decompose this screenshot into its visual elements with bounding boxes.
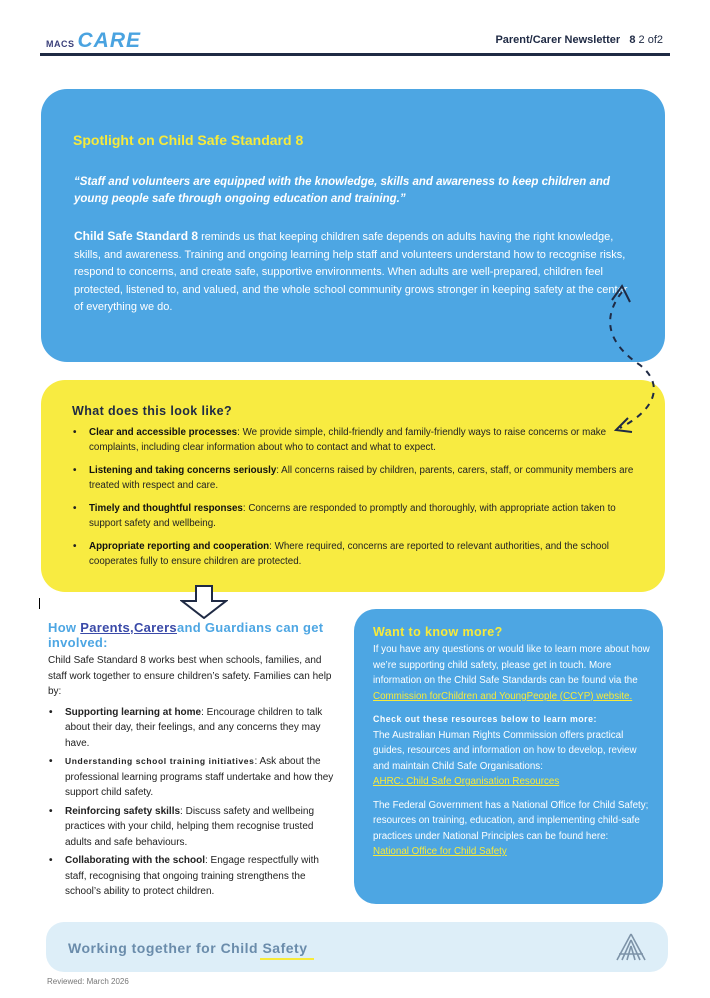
item-lead: Understanding school training initiatives xyxy=(65,756,255,766)
item-lead: Supporting learning at home xyxy=(65,706,202,718)
header-rule xyxy=(40,53,670,56)
footer-tagline: Working together for Child Safety xyxy=(68,940,308,956)
spotlight-body-text: reminds us that keeping children safe depends on adults having the right knowledge, skills, and awareness. Training and ongoing learning help staff and volunteers understand how to recognise risks, respond to concerns, and create safe, supportive environments. When adults are well-prepared, children feel protected, listened to, and valued, and the whole school community grows stronger in keeping safety at the center of everything we do. xyxy=(74,231,628,313)
want-text-3: The Federal Government has a National Office for Child Safety; resources on training, education, and implementing child-safe practices under National Principles can be found here: xyxy=(373,799,649,842)
spotlight-title: Spotlight on Child Safe Standard 8 xyxy=(73,132,304,148)
page-header xyxy=(0,0,710,60)
spotlight-box xyxy=(41,89,665,362)
list-item xyxy=(48,754,338,801)
list-item xyxy=(71,539,641,569)
header-issue xyxy=(495,34,663,46)
item-lead: Listening and taking concerns seriously xyxy=(89,465,277,476)
item-text: : Ask about the professional learning programs staff undertake and how they support child safety. xyxy=(65,756,334,798)
text-cursor xyxy=(39,598,40,609)
want-content xyxy=(373,642,653,868)
how-intro: Child Safe Standard 8 works best when schools, families, and staff work together to ensure children’s safety. Families can help by: xyxy=(48,655,332,697)
reviewed-date: Reviewed: March 2026 xyxy=(47,977,129,986)
macs-care-logo xyxy=(46,30,141,51)
item-text: : Encourage children to talk about their day, their feelings, and any concerns they may have. xyxy=(65,706,323,749)
spotlight-body xyxy=(74,228,639,317)
tent-logo-icon xyxy=(614,932,648,962)
item-lead: Appropriate reporting and cooperation xyxy=(89,541,270,552)
how-to-get-involved xyxy=(48,620,338,903)
item-text: : Engage respectfully with staff, recognising that ongoing training strengthens the school’s ability to protect children. xyxy=(65,855,319,897)
want-text-2: The Australian Human Rights Commission offers practical guides, resources and information on how to develop, review and maintain Child Safe Organisations: xyxy=(373,729,637,772)
list-item xyxy=(71,463,641,493)
footer-underline xyxy=(260,958,314,960)
item-text: : All concerns raised by children, parents, carers, staff, or community members are treated with respect and care. xyxy=(89,465,634,491)
logo-macs: MACS xyxy=(46,39,75,49)
how-title xyxy=(48,620,338,650)
look-like-box xyxy=(41,380,665,592)
footer-band xyxy=(46,922,668,972)
check-resources-heading: Check out these resources below to learn more: xyxy=(373,714,597,724)
how-title-a: How xyxy=(48,620,81,635)
list-item xyxy=(71,425,641,455)
list-item xyxy=(48,705,338,752)
how-list xyxy=(48,705,338,900)
item-lead: Clear and accessible processes xyxy=(89,427,238,438)
list-item xyxy=(48,804,338,851)
look-like-title: What does this look like? xyxy=(72,404,233,418)
list-item xyxy=(71,501,641,531)
logo-care: CARE xyxy=(77,29,142,52)
issue-number: 8 xyxy=(629,34,636,46)
item-text: : Discuss safety and wellbeing practices with your child, helping them recognise trusted adults and safe behaviours. xyxy=(65,805,315,848)
page-number: 2 of2 xyxy=(638,34,663,46)
item-lead: Timely and thoughtful responses xyxy=(89,503,243,514)
spotlight-quote: “Staff and volunteers are equipped with the knowledge, skills and awareness to keep children and young people safe through ongoing education and training.” xyxy=(74,176,610,205)
look-like-list xyxy=(71,425,641,577)
want-paragraph-3 xyxy=(373,798,653,860)
want-paragraph-1 xyxy=(373,642,653,704)
item-text: : Concerns are responded to promptly and thoroughly, with appropriate action taken to support safety and wellbeing. xyxy=(89,503,616,529)
want-to-know-more-box xyxy=(354,609,663,904)
down-arrow-icon xyxy=(180,585,228,619)
item-text: : We provide simple, child-friendly and family-friendly ways to raise concerns or make complaints, including clear information about who to contact and what to expect. xyxy=(89,427,607,453)
how-title-c: and Guardians can get involved: xyxy=(48,620,324,650)
item-lead: Reinforcing safety skills xyxy=(65,805,181,817)
list-item xyxy=(48,853,338,900)
item-text: : Where required, concerns are reported to relevant authorities, and the school cooperates fully to ensure children are protected. xyxy=(89,541,609,567)
ccyp-link[interactable]: Commission forChildren and YoungPeople (CCYP) website. xyxy=(373,690,633,702)
want-title: Want to know more? xyxy=(373,625,503,639)
ahrc-link[interactable]: AHRC: Child Safe Organisation Resources xyxy=(373,776,560,787)
item-lead: Collaborating with the school xyxy=(65,855,205,866)
want-text-1: If you have any questions or would like to learn more about how we’re supporting child safety, please get in touch. More information on the Child Safe Standards can be found via the xyxy=(373,644,650,686)
how-title-b: Parents,Carers xyxy=(80,620,177,635)
newsletter-title: Parent/Carer Newsletter xyxy=(495,34,621,46)
want-paragraph-2 xyxy=(373,712,653,790)
national-office-link[interactable]: National Office for Child Safety xyxy=(373,846,507,857)
spotlight-body-lead: Child Safe Standard 8 xyxy=(74,229,199,243)
